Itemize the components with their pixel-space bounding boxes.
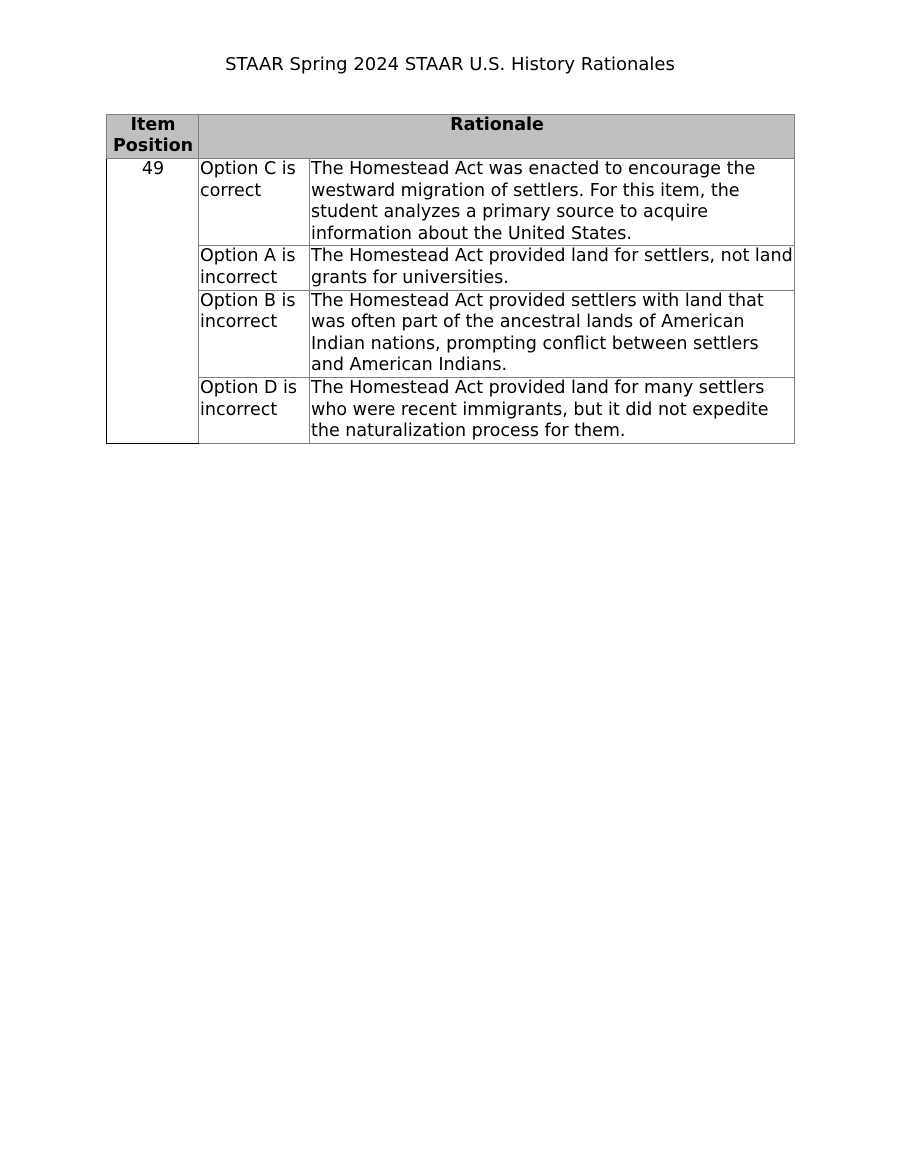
table-header-row — [107, 115, 795, 159]
table-row — [107, 159, 795, 246]
option-label: Option C is correct — [199, 159, 310, 246]
rationale-header: Rationale — [199, 115, 795, 159]
option-label: Option D is incorrect — [199, 377, 310, 443]
rationale-text: The Homestead Act provided land for settlers, not land grants for universities. — [310, 246, 795, 290]
rationale-text: The Homestead Act provided settlers with land that was often part of the ancestral lands of American Indian nations, prompting conflict between settlers and American Indians. — [310, 290, 795, 377]
option-label: Option A is incorrect — [199, 246, 310, 290]
rationale-text: The Homestead Act provided land for many settlers who were recent immigrants, but it did not expedite the naturalization process for them. — [310, 377, 795, 443]
rationale-table — [106, 114, 795, 444]
table-row — [107, 377, 795, 443]
item-position-header: Item Position — [107, 115, 199, 159]
rationale-text: The Homestead Act was enacted to encourage the westward migration of settlers. For this item, the student analyzes a primary source to acquire information about the United States. — [310, 159, 795, 246]
option-label: Option B is incorrect — [199, 290, 310, 377]
table-row — [107, 246, 795, 290]
document-title: STAAR Spring 2024 STAAR U.S. History Rationales — [225, 54, 675, 75]
table-row — [107, 290, 795, 377]
item-position-cell: 49 — [107, 159, 199, 444]
